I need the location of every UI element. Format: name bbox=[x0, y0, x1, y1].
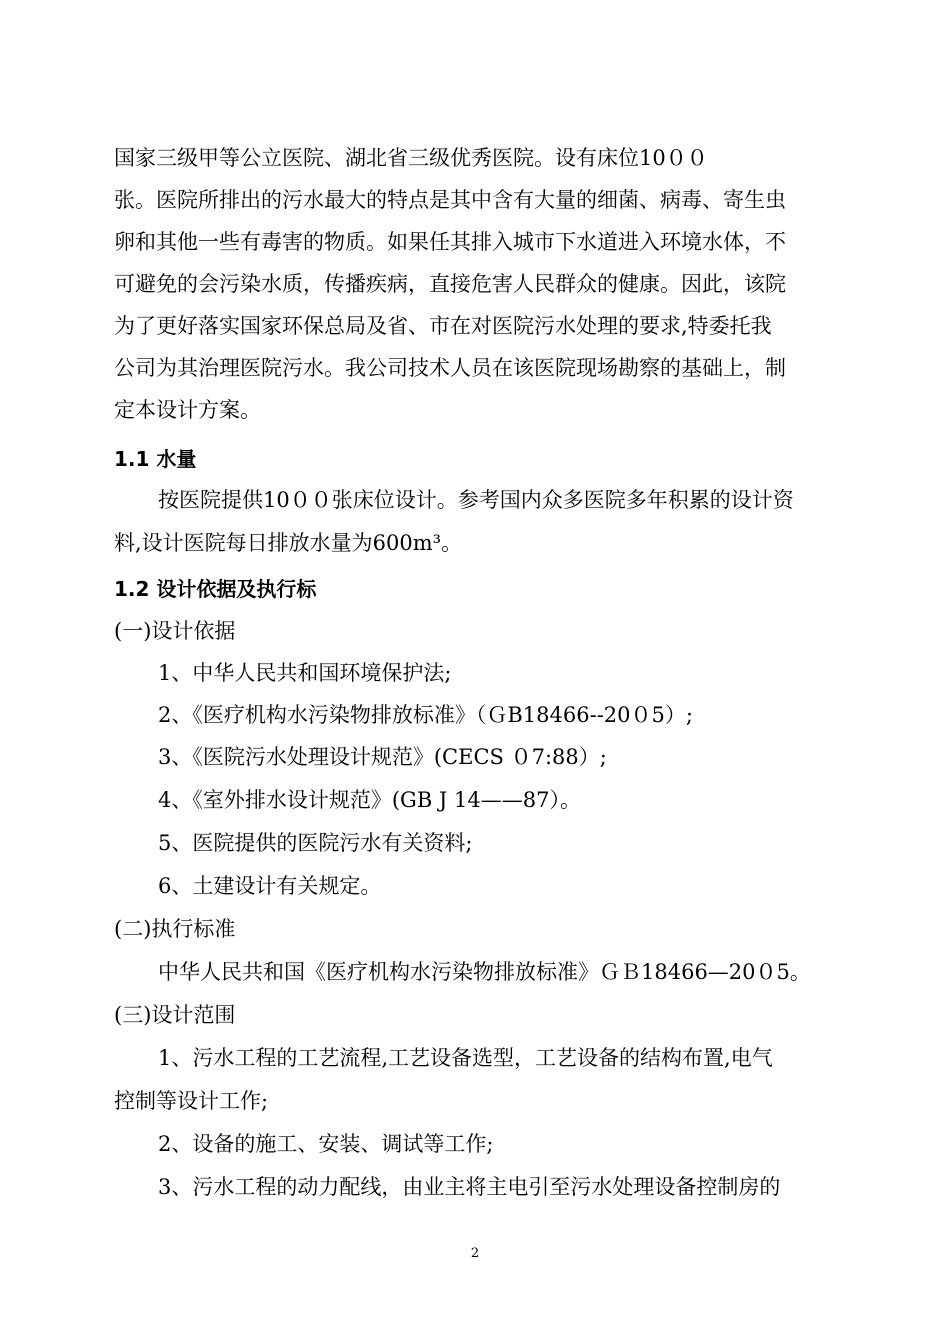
page-number: 2 bbox=[470, 1246, 480, 1261]
paragraph-line: 料,设计医院每日排放水量为600m³。 bbox=[114, 531, 463, 555]
list-item-continuation: 控制等设计工作; bbox=[114, 1089, 269, 1113]
paragraph-line: 定本设计方案。 bbox=[114, 398, 261, 422]
paragraph-line: 公司为其治理医院污水。我公司技术人员在该医院现场勘察的基础上，制 bbox=[114, 356, 786, 380]
paragraph-line: 按医院提供10００张床位设计。参考国内众多医院多年积累的设计资 bbox=[158, 488, 794, 512]
paragraph-line: 张。医院所排出的污水最大的特点是其中含有大量的细菌、病毒、寄生虫 bbox=[114, 188, 786, 212]
paragraph-line: 国家三级甲等公立医院、湖北省三级优秀医院。设有床位10００ bbox=[114, 146, 708, 170]
paragraph-line: 中华人民共和国《医疗机构水污染物排放标准》ＧＢ18466—20０5。 bbox=[158, 960, 811, 984]
list-item: 1、污水工程的工艺流程,工艺设备选型，工艺设备的结构布置,电气 bbox=[158, 1046, 773, 1070]
subsection-title: (一)设计依据 bbox=[114, 619, 236, 643]
paragraph-line: 为了更好落实国家环保总局及省、市在对医院污水处理的要求,特委托我 bbox=[114, 314, 772, 338]
paragraph-line: 可避免的会污染水质，传播疾病，直接危害人民群众的健康。因此，该院 bbox=[114, 272, 786, 296]
list-item: 3、《医院污水处理设计规范》(CECS ０7:88）; bbox=[158, 745, 607, 769]
section-heading-1-1: 1.1 水量 bbox=[114, 447, 197, 471]
list-item: 5、医院提供的医院污水有关资料; bbox=[158, 831, 473, 855]
subsection-title: (三)设计范围 bbox=[114, 1003, 236, 1027]
section-heading-1-2: 1.2 设计依据及执行标 bbox=[114, 577, 317, 601]
list-item: 6、土建设计有关规定。 bbox=[158, 874, 382, 898]
list-item: 2、《医疗机构水污染物排放标准》（ＧB18466--20０5）; bbox=[158, 703, 693, 727]
list-item: 4、《室外排水设计规范》(GB J 14——87）。 bbox=[158, 788, 581, 812]
subsection-title: (二)执行标准 bbox=[114, 917, 236, 941]
paragraph-line: 卵和其他一些有毒害的物质。如果任其排入城市下水道进入环境水体，不 bbox=[114, 230, 786, 254]
list-item: 1、中华人民共和国环境保护法; bbox=[158, 661, 452, 685]
list-item: 3、污水工程的动力配线，由业主将主电引至污水处理设备控制房的 bbox=[158, 1175, 781, 1199]
list-item: 2、设备的施工、安装、调试等工作; bbox=[158, 1132, 494, 1156]
